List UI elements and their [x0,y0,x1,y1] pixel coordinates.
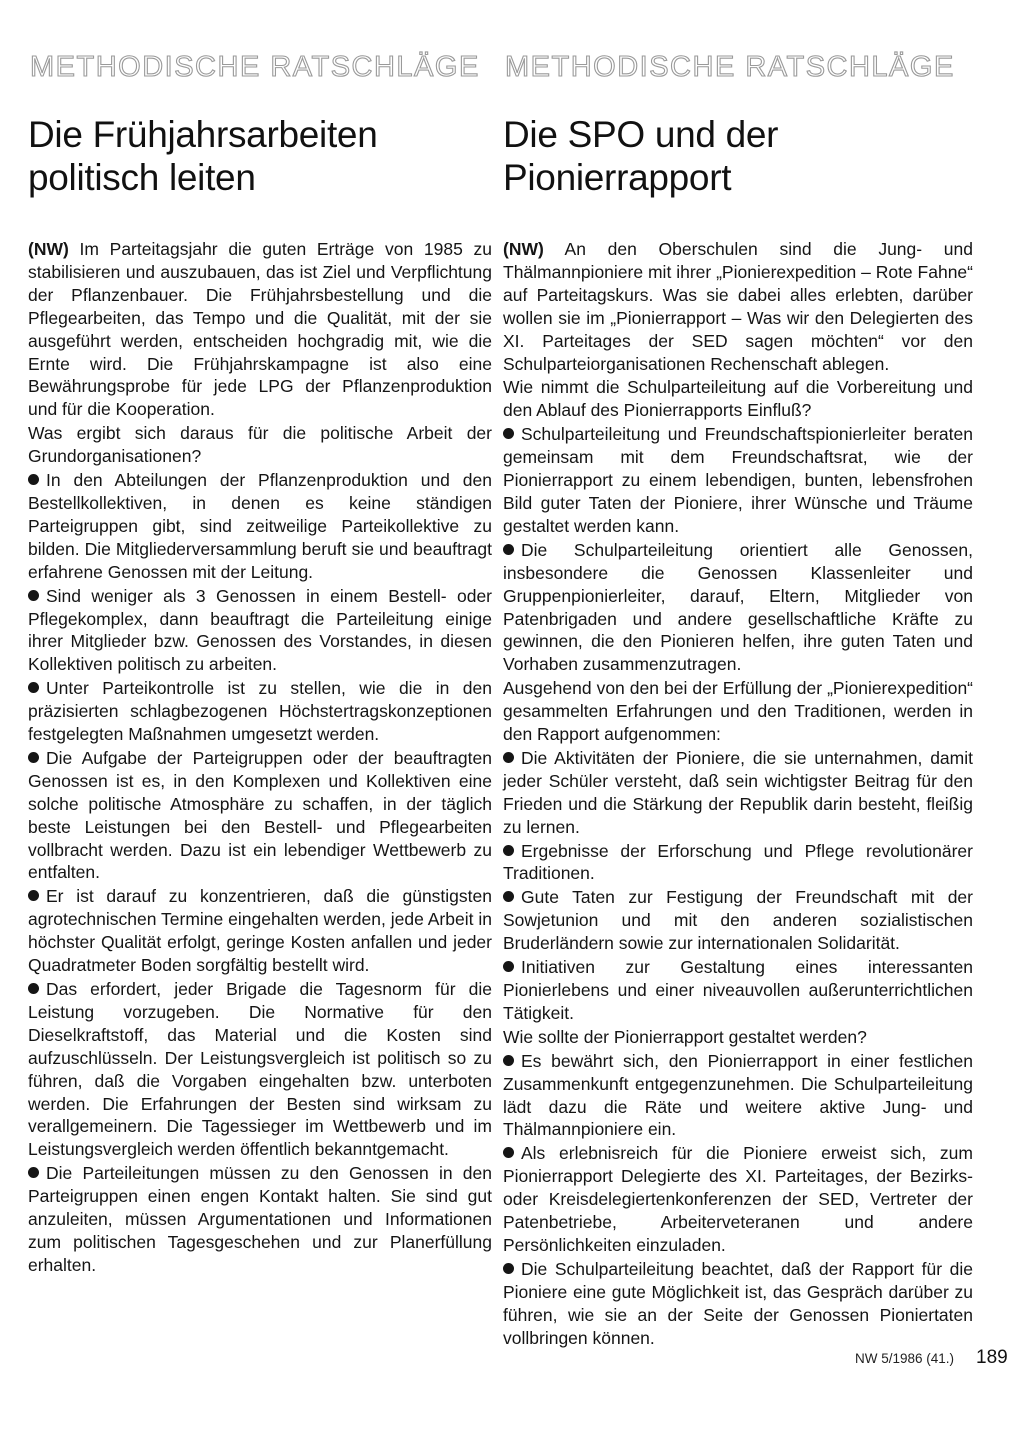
lead-tag: (NW) [28,239,69,259]
article-body [28,238,492,1278]
bullet-item: Die Aufgabe der Parteigruppen oder der beauftragten Genossen ist es, in den Komplexen und Kollektiven eine solche politische Atmosphäre zu schaffen, in der täglich beste Leistungen bei den Bestell- und Pflegearbeiten vollbracht werden. Dazu ist ein lebendiger Wettbewerb zu entfalten. [28,747,492,883]
intro-paragraph [28,238,492,421]
bullet-item: Die Schulparteileitung orientiert alle Genossen, insbesondere die Genossen Klassenleiter und Gruppenpionierleiter, darauf, Eltern, Mitglieder von Patenbrigaden und andere gesellschaftliche Kräfte zu gewinnen, die den Pionieren helfen, ihre guten Taten und Vorhaben zusammenzutragen. [503,539,973,675]
bullet-item: In den Abteilungen der Pflanzenproduktion und den Bestellkollektiven, in denen es keine ständigen Parteigruppen gibt, sind zeitweilige Parteikollektive zu bilden. Die Mitgliederversammlung beruft sie und beauftragt erfahrene Genossen mit der Leitung. [28,470,492,582]
bullet-item: Als erlebnisreich für die Pioniere erweist sich, zum Pionierrapport Delegierte des XI. Parteitages, der Bezirks- oder Kreisdelegiertenkonferenzen der SED, Vertreter der Patenbetriebe, Arbeiterveteranen und andere Persönlichkeiten einzuladen. [503,1143,973,1255]
intro-paragraph [503,238,973,375]
bullet-item: Das erfordert, jeder Brigade die Tagesnorm für die Leistung vorzugeben. Die Normative für den Dieselkraftstoff, das Material und die Kosten sind aufzuschlüsseln. Der Leistungsvergleich ist politisch so zu führen, daß die Vorgaben eingehalten bzw. unterboten werden. Die Erfahrungen der Besten sind wirksam zu verallgemeinern. Die Tagessieger im Wettbewerb und im Leistungsvergleich werden öffentlich bekanntgemacht. [28,979,492,1160]
bullet-item: Initiativen zur Gestaltung eines interessanten Pionierlebens und einer niveauvollen außerunterrichtlichen Tätigkeit. [503,957,973,1023]
intro-text: An den Oberschulen sind die Jung- und Thälmannpioniere mit ihrer „Pionierexpedition – Rote Fahne“ auf Parteitagskurs. Was sie dabei alles erlebten, darüber wollen sie im „Pionierrapport – Was wir den Delegierten des XI. Parteitages der SED sagen möchten“ vor den Schulparteiorganisationen Rechenschaft ablegen. [503,239,973,374]
bullet-item: Die Schulparteileitung beachtet, daß der Rapport für die Pioniere eine gute Möglichkeit ist, das Gespräch darüber zu führen, wie sie an der Seite der Genossen Pioniertaten vollbringen können. [503,1258,973,1348]
bullet-item: Unter Parteikontrolle ist zu stellen, wie die in den präzisierten schlagbezogenen Höchstertragskonzeptionen festgelegten Maßnahmen umgesetzt werden. [28,678,492,745]
bullet-item: Die Aktivitäten der Pioniere, die sie unternahmen, damit jeder Schüler versteht, daß sein wichtigster Beitrag für den Frieden und die Stärkung der Republik darin besteht, fleißig zu lernen. [503,747,973,837]
intro-text: Im Parteitagsjahr die guten Erträge von 1985 zu stabilisieren und auszubauen, das ist Ziel und Verpflichtung der Pflanzenbauer. Die Frühjahrsbestellung und die Pflegearbeiten, das Tempo und die Qualität, mit der sie ausgeführt werden, entscheiden hochgradig mit, wie die Ernte wird. Die Frühjahrskampagne ist also eine Bewährungsprobe für jede LPG der Pflanzenproduktion und für die Kooperation. [28,239,492,420]
question-paragraph: Was ergibt sich daraus für die politische Arbeit der Grundorganisationen? [28,423,492,467]
bullet-item: Die Parteileitungen müssen zu den Genossen in den Parteigruppen einen engen Kontakt halten. Sie sind gut anzuleiten, müssen Argumentationen und Informationen zum politischen Tagesgeschehen und zur Planerfüllung erhalten. [28,1163,492,1275]
bullet-item: Es bewährt sich, den Pionierrapport in einer festlichen Zusammenkunft entgegenzunehmen. Die Schulparteileitung lädt dazu die Räte und weitere aktive Jung- und Thälmannpioniere ein. [503,1050,973,1140]
bullet-item: Sind weniger als 3 Genossen in einem Bestell- oder Pflegekomplex, dann beauftragt die Parteileitung einige ihrer Mitglieder bzw. Genossen des Vorstandes, in diesen Kollektiven politisch zu arbeiten. [28,585,492,675]
section-label: METHODISCHE RATSCHLÄGE [30,51,480,83]
section-label: METHODISCHE RATSCHLÄGE [505,51,955,83]
page-number: 189 [976,1347,1008,1368]
transition-paragraph: Ausgehend von den bei der Erfüllung der „Pionierexpedition“ gesammelten Erfahrungen und den Traditionen, werden in den Rapport aufgenommen: [503,678,973,745]
bullet-item: Ergebnisse der Erforschung und Pflege revolutionärer Traditionen. [503,840,973,884]
bullet-item: Gute Taten zur Festigung der Freundschaft mit der Sowjetunion und mit den anderen sozialistischen Bruderländern sowie zur internationalen Solidarität. [503,887,973,954]
article-body [503,238,973,1351]
article-headline: Die SPO und der Pionierrapport [503,114,779,198]
question-paragraph: Wie nimmt die Schulparteileitung auf die Vorbereitung und den Ablauf des Pionierrapports Einfluß? [503,377,973,421]
page-footer [855,1347,1008,1369]
bullet-item: Er ist darauf zu konzentrieren, daß die günstigsten agrotechnischen Termine eingehalten werden, jede Arbeit in höchster Qualität erfolgt, geringe Kosten anfallen und jeder Quadratmeter Boden sorgfältig bestellt wird. [28,886,492,976]
question-paragraph: Wie sollte der Pionierrapport gestaltet werden? [503,1026,867,1047]
lead-tag: (NW) [503,239,544,259]
article-headline: Die Frühjahrsarbeiten politisch leiten [28,114,378,198]
bullet-item: Schulparteileitung und Freundschaftspionierleiter beraten gemeinsam mit dem Freundschaftsrat, wie der Pionierrapport zu einem lebendigen, bunten, lebensfrohen Bild guter Taten der Pioniere, ihrer Wünsche und Träume gestaltet werden kann. [503,424,973,536]
issue-reference: NW 5/1986 (41.) [855,1351,955,1366]
